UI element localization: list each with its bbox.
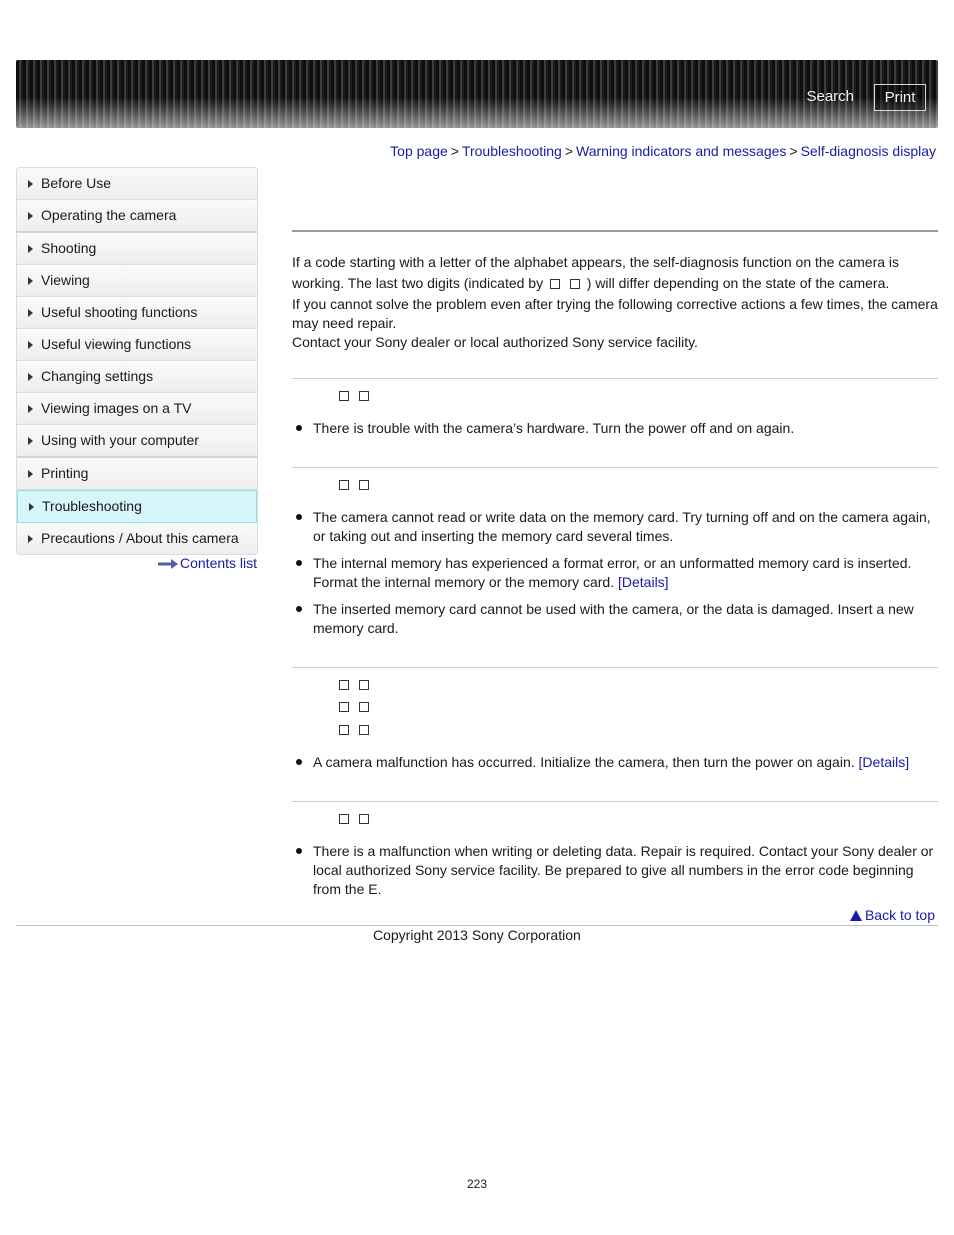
digit-placeholder-icon [359, 725, 369, 735]
arrow-right-icon [28, 277, 33, 285]
section-divider [292, 467, 938, 468]
list-item-text: Format the internal memory or the memory card. [313, 574, 615, 590]
back-to-top-label[interactable]: Back to top [864, 907, 935, 923]
digit-placeholder-icon [339, 391, 349, 401]
list-item [292, 753, 938, 772]
list-item [292, 554, 938, 592]
arrow-right-icon [28, 341, 33, 349]
sidebar-nav [16, 167, 258, 555]
sidebar-item-useful-shooting-functions[interactable] [17, 297, 257, 329]
sidebar-item-label: Operating the camera [41, 207, 177, 223]
breadcrumb-top-page[interactable]: Top page [390, 143, 448, 159]
sidebar-item-viewing-images-on-tv[interactable] [17, 393, 257, 425]
bullet-icon [296, 425, 302, 431]
error-code-heading [339, 725, 369, 735]
breadcrumb-separator: > [450, 143, 459, 159]
intro-line: If you cannot solve the problem even after trying the following corrective actions a few times, the camera [292, 296, 938, 312]
arrow-right-icon [28, 373, 33, 381]
arrow-up-icon [850, 910, 862, 921]
digit-placeholder-icon [339, 702, 349, 712]
list-item-text: The internal memory has experienced a format error, or an unformatted memory card is inserted. [313, 555, 912, 571]
bullet-icon [296, 848, 302, 854]
breadcrumb-self-diagnosis[interactable]: Self-diagnosis display [800, 143, 936, 159]
error-code-heading [339, 680, 369, 690]
sidebar-item-label: Troubleshooting [42, 498, 142, 514]
sidebar-item-label: Useful shooting functions [41, 304, 198, 320]
contents-list-link[interactable] [158, 555, 257, 571]
section-bullets [292, 753, 938, 780]
list-item-text: The inserted memory card cannot be used with the camera, or the data is damaged. Insert a new [313, 601, 914, 617]
bullet-icon [296, 759, 302, 765]
digit-placeholder-icon [359, 480, 369, 490]
arrow-right-icon [28, 309, 33, 317]
contents-list-label[interactable]: Contents list [180, 555, 258, 571]
intro-text-part: working. The last two digits (indicated by [292, 275, 544, 291]
list-item-text: from the E. [313, 881, 382, 897]
sidebar-item-using-with-computer[interactable] [17, 425, 257, 458]
search-link[interactable]: Search [806, 88, 854, 105]
digit-placeholder-icon [359, 680, 369, 690]
digit-placeholder-icon [550, 279, 560, 289]
section-divider [292, 378, 938, 379]
sidebar-item-label: Using with your computer [41, 432, 199, 448]
list-item-text: memory card. [313, 620, 399, 636]
bullet-icon [296, 606, 302, 612]
digit-placeholder-icon [339, 725, 349, 735]
page-number: 223 [466, 1177, 488, 1191]
title-divider [292, 230, 938, 232]
intro-line: Contact your Sony dealer or local authorized Sony service facility. [292, 334, 698, 350]
list-item-text: A camera malfunction has occurred. Initialize the camera, then turn the power on again. [313, 754, 855, 770]
digit-placeholder-icon [359, 702, 369, 712]
error-code-heading [339, 702, 369, 712]
sidebar-item-viewing[interactable] [17, 265, 257, 297]
bullet-icon [296, 560, 302, 566]
arrow-right-icon [28, 535, 33, 543]
list-item [292, 842, 938, 899]
sidebar-item-shooting[interactable] [17, 233, 257, 265]
intro-line: If a code starting with a letter of the alphabet appears, the self-diagnosis function on the camera is [292, 254, 900, 270]
sidebar-item-label: Before Use [41, 175, 112, 191]
intro-text-part: ) will differ depending on the state of the camera. [586, 275, 890, 291]
print-button[interactable]: Print [874, 84, 926, 111]
breadcrumb [390, 143, 936, 159]
error-code-heading [339, 814, 369, 824]
header-bar [16, 60, 938, 128]
sidebar-item-label: Precautions / About this camera [41, 530, 239, 546]
section-bullets [292, 508, 938, 646]
arrow-right-icon [28, 405, 33, 413]
arrow-right-icon [29, 503, 34, 511]
bullet-icon [296, 514, 302, 520]
arrow-right-icon [28, 180, 33, 188]
arrow-right-icon [28, 245, 33, 253]
arrow-right-icon [158, 559, 178, 569]
breadcrumb-separator: > [789, 143, 798, 159]
sidebar-item-changing-settings[interactable] [17, 361, 257, 393]
list-item [292, 600, 938, 638]
sidebar-item-operating-the-camera[interactable] [17, 200, 257, 233]
error-code-heading [339, 391, 369, 401]
details-link[interactable]: [Details] [858, 754, 910, 770]
sidebar-item-label: Printing [41, 465, 89, 481]
section-divider [292, 801, 938, 802]
sidebar-item-precautions[interactable] [17, 523, 257, 554]
digit-placeholder-icon [359, 814, 369, 824]
sidebar-item-before-use[interactable] [17, 168, 257, 200]
sidebar-item-label: Changing settings [41, 368, 154, 384]
intro-line: may need repair. [292, 315, 397, 331]
back-to-top-link[interactable] [850, 907, 935, 923]
list-item [292, 508, 938, 546]
footer-divider [16, 925, 938, 926]
error-code-heading [339, 480, 369, 490]
sidebar-item-label: Viewing images on a TV [41, 400, 192, 416]
list-item-text: There is trouble with the camera’s hardware. Turn the power off and on again. [313, 420, 795, 436]
digit-placeholder-icon [359, 391, 369, 401]
digit-placeholder-icon [339, 814, 349, 824]
list-item-text: local authorized Sony service facility. Be prepared to give all numbers in the error code beginning [313, 862, 914, 878]
arrow-right-icon [28, 437, 33, 445]
section-bullets [292, 419, 938, 446]
sidebar-item-label: Viewing [41, 272, 90, 288]
intro-line [292, 274, 938, 293]
arrow-right-icon [28, 470, 33, 478]
sidebar-item-useful-viewing-functions[interactable] [17, 329, 257, 361]
digit-placeholder-icon [570, 279, 580, 289]
breadcrumb-warning-indicators[interactable]: Warning indicators and messages [576, 143, 787, 159]
sidebar-item-label: Useful viewing functions [41, 336, 192, 352]
sidebar-item-label: Shooting [41, 240, 97, 256]
digit-placeholder-icon [339, 480, 349, 490]
list-item-text: The camera cannot read or write data on the memory card. Try turning off and on the camera again, [313, 509, 931, 525]
copyright-text: Copyright 2013 Sony Corporation [373, 927, 581, 943]
section-bullets [292, 842, 938, 907]
list-item [292, 419, 938, 438]
list-item-text: There is a malfunction when writing or deleting data. Repair is required. Contact your Sony dealer or [313, 843, 934, 859]
sidebar-item-troubleshooting[interactable] [17, 490, 257, 523]
breadcrumb-separator: > [564, 143, 574, 159]
digit-placeholder-icon [339, 680, 349, 690]
arrow-right-icon [28, 212, 33, 220]
details-link[interactable]: [Details] [618, 574, 669, 590]
list-item-text: or taking out and inserting the memory card several times. [313, 528, 674, 544]
sidebar-item-printing[interactable] [17, 458, 257, 490]
breadcrumb-troubleshooting[interactable]: Troubleshooting [461, 143, 562, 159]
section-divider [292, 667, 938, 668]
intro-text [292, 253, 938, 352]
